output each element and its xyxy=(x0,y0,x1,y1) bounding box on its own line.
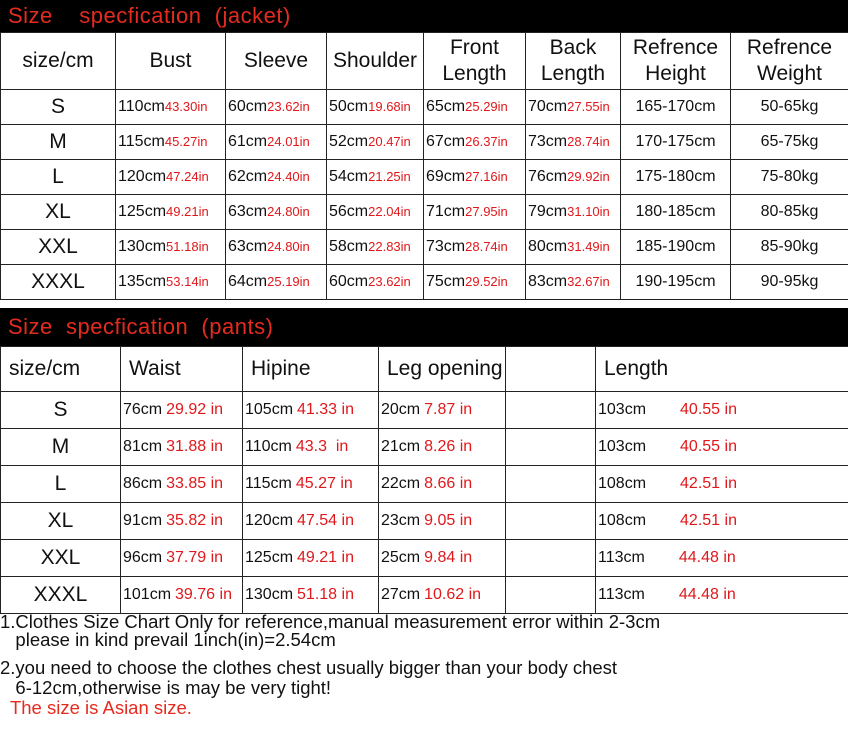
jacket-front-cell xyxy=(424,90,526,125)
cm-value: 50cm xyxy=(329,98,369,115)
pants-header-cell xyxy=(506,347,596,392)
pants-hip-cell xyxy=(243,503,379,540)
pants-hip-cell xyxy=(243,466,379,503)
jacket-weight-cell: 90-95kg xyxy=(731,265,848,300)
inch-value: 29.92in xyxy=(567,169,610,184)
jacket-header-cell: Shoulder xyxy=(327,33,424,90)
pants-waist-cell xyxy=(121,466,243,503)
cm-value: 91cm xyxy=(123,512,163,529)
inch-value: 47.24in xyxy=(166,169,209,184)
inch-value: 40.55 in xyxy=(680,401,737,418)
cm-value: 79cm xyxy=(528,203,568,220)
jacket-shoulder-cell xyxy=(327,125,424,160)
cm-value: 76cm xyxy=(123,401,163,418)
pants-length-cell xyxy=(596,429,848,466)
inch-value: 40.55 in xyxy=(680,438,737,455)
pants-size-cell: S xyxy=(1,392,121,429)
inch-value: 8.26 in xyxy=(424,438,473,455)
jacket-row xyxy=(1,230,848,265)
jacket-back-cell xyxy=(526,230,621,265)
jacket-header-cell: Sleeve xyxy=(226,33,327,90)
cm-value: 63cm xyxy=(228,203,268,220)
pants-waist-cell xyxy=(121,503,243,540)
jacket-height-cell: 190-195cm xyxy=(621,265,731,300)
jacket-height-cell: 185-190cm xyxy=(621,230,731,265)
pants-length-cell xyxy=(596,503,848,540)
cm-value: 25cm xyxy=(381,549,421,566)
inch-value: 7.87 in xyxy=(424,401,473,418)
jacket-sleeve-cell xyxy=(226,265,327,300)
jacket-sleeve-cell xyxy=(226,230,327,265)
jacket-size-table xyxy=(0,32,848,300)
jacket-front-cell xyxy=(424,125,526,160)
cm-value: 113cm xyxy=(598,586,645,603)
pants-row xyxy=(1,466,848,503)
inch-value: 9.05 in xyxy=(424,512,473,529)
pants-header-cell: Leg opening xyxy=(379,347,506,392)
pants-leg-cell xyxy=(379,466,506,503)
inch-value: 27.16in xyxy=(465,169,508,184)
pants-leg-cell xyxy=(379,540,506,577)
pants-length-cell xyxy=(596,540,848,577)
pants-size-cell: XXL xyxy=(1,540,121,577)
jacket-height-cell: 180-185cm xyxy=(621,195,731,230)
cm-value: 120cm xyxy=(245,512,294,529)
inch-value: 23.62in xyxy=(368,274,411,289)
jacket-sleeve-cell xyxy=(226,90,327,125)
inch-value: 44.48 in xyxy=(678,586,736,603)
cm-value: 60cm xyxy=(228,98,268,115)
jacket-size-cell: M xyxy=(1,125,116,160)
pants-row xyxy=(1,503,848,540)
jacket-title-band xyxy=(0,0,848,32)
jacket-shoulder-cell xyxy=(327,265,424,300)
cm-value: 54cm xyxy=(329,168,369,185)
inch-value: 42.51 in xyxy=(680,475,737,492)
inch-value: 25.29in xyxy=(465,99,508,114)
cm-value: 105cm xyxy=(245,401,294,418)
jacket-back-cell xyxy=(526,195,621,230)
pants-size-cell: L xyxy=(1,466,121,503)
jacket-sleeve-cell xyxy=(226,195,327,230)
pants-size-cell: XL xyxy=(1,503,121,540)
cm-value: 130cm xyxy=(118,238,167,255)
jacket-height-cell: 175-180cm xyxy=(621,160,731,195)
pants-waist-cell xyxy=(121,392,243,429)
pants-hip-cell xyxy=(243,429,379,466)
pants-size-cell: M xyxy=(1,429,121,466)
inch-value: 31.10in xyxy=(567,204,610,219)
cm-value: 108cm xyxy=(598,475,647,492)
cm-value: 60cm xyxy=(329,273,369,290)
jacket-height-cell: 170-175cm xyxy=(621,125,731,160)
inch-value: 22.04in xyxy=(368,204,411,219)
cm-value: 63cm xyxy=(228,238,268,255)
jacket-row xyxy=(1,125,848,160)
jacket-shoulder-cell xyxy=(327,160,424,195)
cm-value: 65cm xyxy=(426,98,466,115)
inch-value: 24.80in xyxy=(267,239,310,254)
inch-value: 24.80in xyxy=(267,204,310,219)
cm-value: 101cm xyxy=(123,586,172,603)
jacket-size-cell: S xyxy=(1,90,116,125)
pants-hip-cell xyxy=(243,392,379,429)
cm-value: 125cm xyxy=(245,549,294,566)
inch-value: 8.66 in xyxy=(424,475,473,492)
inch-value: 51.18 in xyxy=(297,586,354,603)
inch-value: 9.84 in xyxy=(424,549,473,566)
pants-empty-cell xyxy=(506,392,596,429)
jacket-bust-cell xyxy=(116,265,226,300)
pants-header-cell: Hipine xyxy=(243,347,379,392)
pants-leg-cell xyxy=(379,577,506,614)
jacket-sleeve-cell xyxy=(226,160,327,195)
inch-value: 28.74in xyxy=(567,134,610,149)
pants-leg-cell xyxy=(379,503,506,540)
inch-value: 21.25in xyxy=(368,169,411,184)
pants-length-cell xyxy=(596,392,848,429)
inch-value: 27.55in xyxy=(567,99,610,114)
jacket-weight-cell: 85-90kg xyxy=(731,230,848,265)
pants-leg-cell xyxy=(379,392,506,429)
jacket-front-cell xyxy=(424,230,526,265)
pants-waist-cell xyxy=(121,540,243,577)
jacket-back-cell xyxy=(526,265,621,300)
jacket-weight-cell: 65-75kg xyxy=(731,125,848,160)
pants-title-band xyxy=(0,308,848,346)
jacket-shoulder-cell xyxy=(327,90,424,125)
inch-value: 51.18in xyxy=(166,239,209,254)
inch-value: 41.33 in xyxy=(297,401,354,418)
note-1: 1.Clothes Size Chart Only for reference,manual measurement error within 2-3cm xyxy=(0,611,661,632)
jacket-weight-cell: 75-80kg xyxy=(731,160,848,195)
pants-hip-cell xyxy=(243,577,379,614)
pants-empty-cell xyxy=(506,540,596,577)
jacket-front-cell xyxy=(424,265,526,300)
cm-value: 70cm xyxy=(528,98,568,115)
jacket-header-cell: Bust xyxy=(116,33,226,90)
inch-value: 45.27 in xyxy=(295,475,353,492)
inch-value: 43.30in xyxy=(164,99,208,114)
cm-value: 76cm xyxy=(528,168,568,185)
jacket-title: Size specfication (jacket) xyxy=(8,3,291,28)
inch-value: 53.14in xyxy=(166,274,209,289)
cm-value: 81cm xyxy=(123,438,163,455)
jacket-shoulder-cell xyxy=(327,195,424,230)
jacket-weight-cell: 50-65kg xyxy=(731,90,848,125)
jacket-size-cell: XXL xyxy=(1,230,116,265)
inch-value: 49.21in xyxy=(166,204,209,219)
pants-header-cell: Waist xyxy=(121,347,243,392)
note-2-continued: 6-12cm,otherwise is may be very tight! xyxy=(0,677,332,698)
inch-value: 32.67in xyxy=(567,274,610,289)
inch-value: 39.76 in xyxy=(175,586,232,603)
notes-section xyxy=(0,612,848,718)
jacket-size-cell: XXXL xyxy=(1,265,116,300)
inch-value: 29.92 in xyxy=(166,401,224,418)
jacket-bust-cell xyxy=(116,195,226,230)
inch-value: 24.01in xyxy=(267,134,310,149)
cm-value: 22cm xyxy=(381,475,421,492)
cm-value: 73cm xyxy=(528,133,568,150)
pants-row xyxy=(1,429,848,466)
cm-value: 125cm xyxy=(118,203,167,220)
pants-leg-cell xyxy=(379,429,506,466)
pants-empty-cell xyxy=(506,466,596,503)
cm-value: 56cm xyxy=(329,203,369,220)
inch-value: 27.95in xyxy=(465,204,508,219)
jacket-weight-cell: 80-85kg xyxy=(731,195,848,230)
jacket-front-cell xyxy=(424,160,526,195)
inch-value: 31.49in xyxy=(567,239,610,254)
note-1-continued: please in kind prevail 1inch(in)=2.54cm xyxy=(0,629,336,650)
cm-value: 69cm xyxy=(426,168,466,185)
jacket-front-cell xyxy=(424,195,526,230)
cm-value: 64cm xyxy=(228,273,268,290)
inch-value: 47.54 in xyxy=(297,512,354,529)
jacket-shoulder-cell xyxy=(327,230,424,265)
cm-value: 120cm xyxy=(118,168,167,185)
jacket-row xyxy=(1,195,848,230)
inch-value: 49.21 in xyxy=(297,549,354,566)
cm-value: 61cm xyxy=(228,133,268,150)
inch-value: 22.83in xyxy=(368,239,411,254)
jacket-header-cell: Front Length xyxy=(424,33,526,90)
jacket-header-cell: Back Length xyxy=(526,33,621,90)
cm-value: 108cm xyxy=(598,512,647,529)
jacket-size-cell: XL xyxy=(1,195,116,230)
cm-value: 27cm xyxy=(381,586,421,603)
cm-value: 23cm xyxy=(381,512,421,529)
cm-value: 86cm xyxy=(123,475,163,492)
jacket-header-cell: Refrence Height xyxy=(621,33,731,90)
cm-value: 130cm xyxy=(245,586,294,603)
pants-header-cell: size/cm xyxy=(1,347,121,392)
jacket-back-cell xyxy=(526,160,621,195)
pants-title: Size specfication (pants) xyxy=(8,314,274,339)
inch-value: 42.51 in xyxy=(680,512,737,529)
jacket-bust-cell xyxy=(116,125,226,160)
inch-value: 20.47in xyxy=(368,134,411,149)
pants-size-table xyxy=(0,346,848,614)
inch-value: 29.52in xyxy=(465,274,508,289)
pants-empty-cell xyxy=(506,577,596,614)
inch-value: 37.79 in xyxy=(166,549,224,566)
inch-value: 33.85 in xyxy=(166,475,224,492)
inch-value: 35.82 in xyxy=(166,512,224,529)
cm-value: 115cm xyxy=(118,133,165,150)
jacket-bust-cell xyxy=(116,90,226,125)
inch-value: 43.3 in xyxy=(295,438,349,455)
cm-value: 52cm xyxy=(329,133,369,150)
jacket-row xyxy=(1,265,848,300)
inch-value: 45.27in xyxy=(164,134,208,149)
cm-value: 110cm xyxy=(245,438,292,455)
cm-value: 115cm xyxy=(245,475,292,492)
inch-value: 23.62in xyxy=(267,99,310,114)
cm-value: 110cm xyxy=(118,98,165,115)
cm-value: 103cm xyxy=(598,438,647,455)
pants-waist-cell xyxy=(121,429,243,466)
inch-value: 25.19in xyxy=(267,274,310,289)
cm-value: 113cm xyxy=(598,549,645,566)
inch-value: 44.48 in xyxy=(678,549,736,566)
pants-row xyxy=(1,392,848,429)
cm-value: 73cm xyxy=(426,238,466,255)
jacket-height-cell: 165-170cm xyxy=(621,90,731,125)
pants-waist-cell xyxy=(121,577,243,614)
inch-value: 24.40in xyxy=(267,169,310,184)
cm-value: 135cm xyxy=(118,273,167,290)
inch-value: 31.88 in xyxy=(166,438,224,455)
jacket-header-cell: Refrence Weight xyxy=(731,33,848,90)
jacket-size-cell: L xyxy=(1,160,116,195)
pants-empty-cell xyxy=(506,503,596,540)
cm-value: 71cm xyxy=(426,203,466,220)
jacket-bust-cell xyxy=(116,160,226,195)
cm-value: 83cm xyxy=(528,273,568,290)
cm-value: 20cm xyxy=(381,401,421,418)
pants-hip-cell xyxy=(243,540,379,577)
cm-value: 67cm xyxy=(426,133,466,150)
jacket-header-cell: size/cm xyxy=(1,33,116,90)
pants-header-cell: Length xyxy=(596,347,848,392)
cm-value: 62cm xyxy=(228,168,268,185)
pants-length-cell xyxy=(596,577,848,614)
inch-value: 28.74in xyxy=(465,239,508,254)
note-asian-size: The size is Asian size. xyxy=(0,697,192,718)
cm-value: 96cm xyxy=(123,549,163,566)
jacket-sleeve-cell xyxy=(226,125,327,160)
jacket-back-cell xyxy=(526,90,621,125)
jacket-row xyxy=(1,90,848,125)
jacket-back-cell xyxy=(526,125,621,160)
inch-value: 19.68in xyxy=(368,99,411,114)
cm-value: 58cm xyxy=(329,238,369,255)
jacket-header-row xyxy=(1,33,848,90)
inch-value: 10.62 in xyxy=(424,586,482,603)
cm-value: 103cm xyxy=(598,401,647,418)
pants-header-row xyxy=(1,347,848,392)
inch-value: 26.37in xyxy=(465,134,508,149)
pants-length-cell xyxy=(596,466,848,503)
cm-value: 75cm xyxy=(426,273,466,290)
pants-empty-cell xyxy=(506,429,596,466)
jacket-bust-cell xyxy=(116,230,226,265)
pants-row xyxy=(1,577,848,614)
cm-value: 21cm xyxy=(381,438,421,455)
pants-row xyxy=(1,540,848,577)
pants-size-cell: XXXL xyxy=(1,577,121,614)
cm-value: 80cm xyxy=(528,238,568,255)
jacket-row xyxy=(1,160,848,195)
note-2: 2.you need to choose the clothes chest usually bigger than your body chest xyxy=(0,657,618,678)
